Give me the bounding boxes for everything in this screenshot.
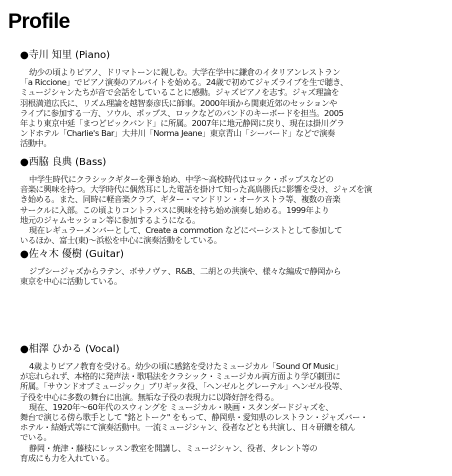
- bio-line: 年より東京中延「まつどピックバンド」に所属。2007年に地元静岡に戻り、現在は掛川グラ: [20, 118, 345, 129]
- member-name: ●相澤 ひかる (Vocal): [20, 344, 120, 355]
- bio-line: 東京を中心に活動している。: [20, 276, 122, 287]
- bio-line: ホテル・結婚式等にて演奏活動中。一流ミュージシャン、役者などとも共演し、日々研鑽を積ん: [20, 422, 356, 433]
- bio-line: 「a Riccione」でピアノ演奏のアルバイトを始める。24歳で初めてジャズライブを生で聴き、: [20, 77, 348, 88]
- bio-line: き始める。また、同時に軽音楽クラブ、ギター・マンドリン・オーケストラ等、複数の音楽: [20, 194, 341, 205]
- member-name: ●西脇 良典 (Bass): [20, 157, 107, 168]
- page-title: Profile: [8, 10, 70, 33]
- bio-line: 活動中。: [20, 138, 52, 149]
- bio-line: 4歳よりピアノ教育を受ける。幼少の頃に感銘を受けたミュージカル「Sound Of Music」: [29, 361, 343, 371]
- bio-line: が忘れられず、本格的に発声法・歌唱法をクラシック・ミュージカル両方面より学び劇団に: [20, 371, 341, 382]
- bio-line: ミュージシャンたちが音で会話をしていることに感動。ジャズピアノを志す。ジャズ理論を: [20, 87, 340, 98]
- member-section-piano: [20, 50, 444, 149]
- bio-line: 静岡・焼津・藤枝にレッスン教室を開講し、ミュージシャン、役者、タレント等の: [29, 442, 318, 453]
- bio-line: ジプシージャズからラテン、ボサノヴァ、R&B、二胡との共演や、様々な編成で静岡から: [29, 266, 341, 276]
- member-bio: [20, 67, 444, 149]
- bio-line: ンドホテル「Charlie's Bar」大井川「Norma Jeane」東京青山「シーバード」などで演奏: [20, 128, 335, 139]
- bio-line: 所属。「サウンドオブミュージック」ブリギッタ役、「ヘンゼルとグレーテル」ヘンゼル役等、: [20, 381, 348, 392]
- bio-line: 育成にも力を入れている。: [20, 452, 115, 463]
- bio-line: いるほか、富士(東)～浜松を中心に演奏活動をしている。: [20, 235, 222, 246]
- bio-line: サークルに入部。この頃よりコントラバスに興味を持ち始め演奏し始める。1999年より: [20, 204, 330, 215]
- member-section-vocal: [20, 344, 444, 463]
- member-name: ●寺川 知里 (Piano): [20, 50, 111, 61]
- bio-line: ライブに参加する一方、ソウル、ポップス、ロックなどのバンドのキーボードを担当。2005: [20, 107, 344, 118]
- member-section-bass: [20, 157, 444, 245]
- bio-line: 舞台で演じる傍ら歌手として "銘とトーク" をもって、静岡県・愛知県のレストラン・ジャズバー・: [20, 412, 368, 423]
- bio-line: 幼少の頃よりピアノ、ドリマトーンに親しむ。大学在学中に鎌倉のイタリアンレストラン: [29, 67, 341, 77]
- member-name: ●佐々木 優樹 (Guitar): [20, 249, 124, 260]
- bio-line: 地元のジャムセッション等に参加するようになる。: [20, 214, 200, 225]
- member-bio: [20, 266, 444, 286]
- bio-line: 現在レギュラーメンバーとして、Create a commotion などにベーシストとして参加して: [29, 225, 343, 236]
- bio-line: 中学生時代にクラシックギターを弾き始め、中学～高校時代はロック・ポップスなどの: [29, 174, 334, 184]
- bio-line: 現在、1920年～60年代のスウィングを ミュージカル・映画・スタンダードジャズを、: [29, 401, 334, 412]
- bio-line: 羽根満道広氏に、リズム理論を越智泰彦氏に師事。2000年頃から関東近郊のセッションや: [20, 97, 337, 108]
- bio-line: 子役を中心に多数の舞台に出演。無垢な子役の表現力に以降好評を得る。: [20, 391, 279, 402]
- member-bio: [20, 174, 444, 245]
- bio-line: 音楽に興味を持つ。大学時代に偶然耳にした電話を掛けて知った高鳥勝氏に影響を受け、ジャズを演: [20, 184, 372, 195]
- member-bio: [20, 361, 444, 463]
- member-section-guitar: [20, 249, 444, 286]
- bio-line: でいる。: [20, 432, 52, 443]
